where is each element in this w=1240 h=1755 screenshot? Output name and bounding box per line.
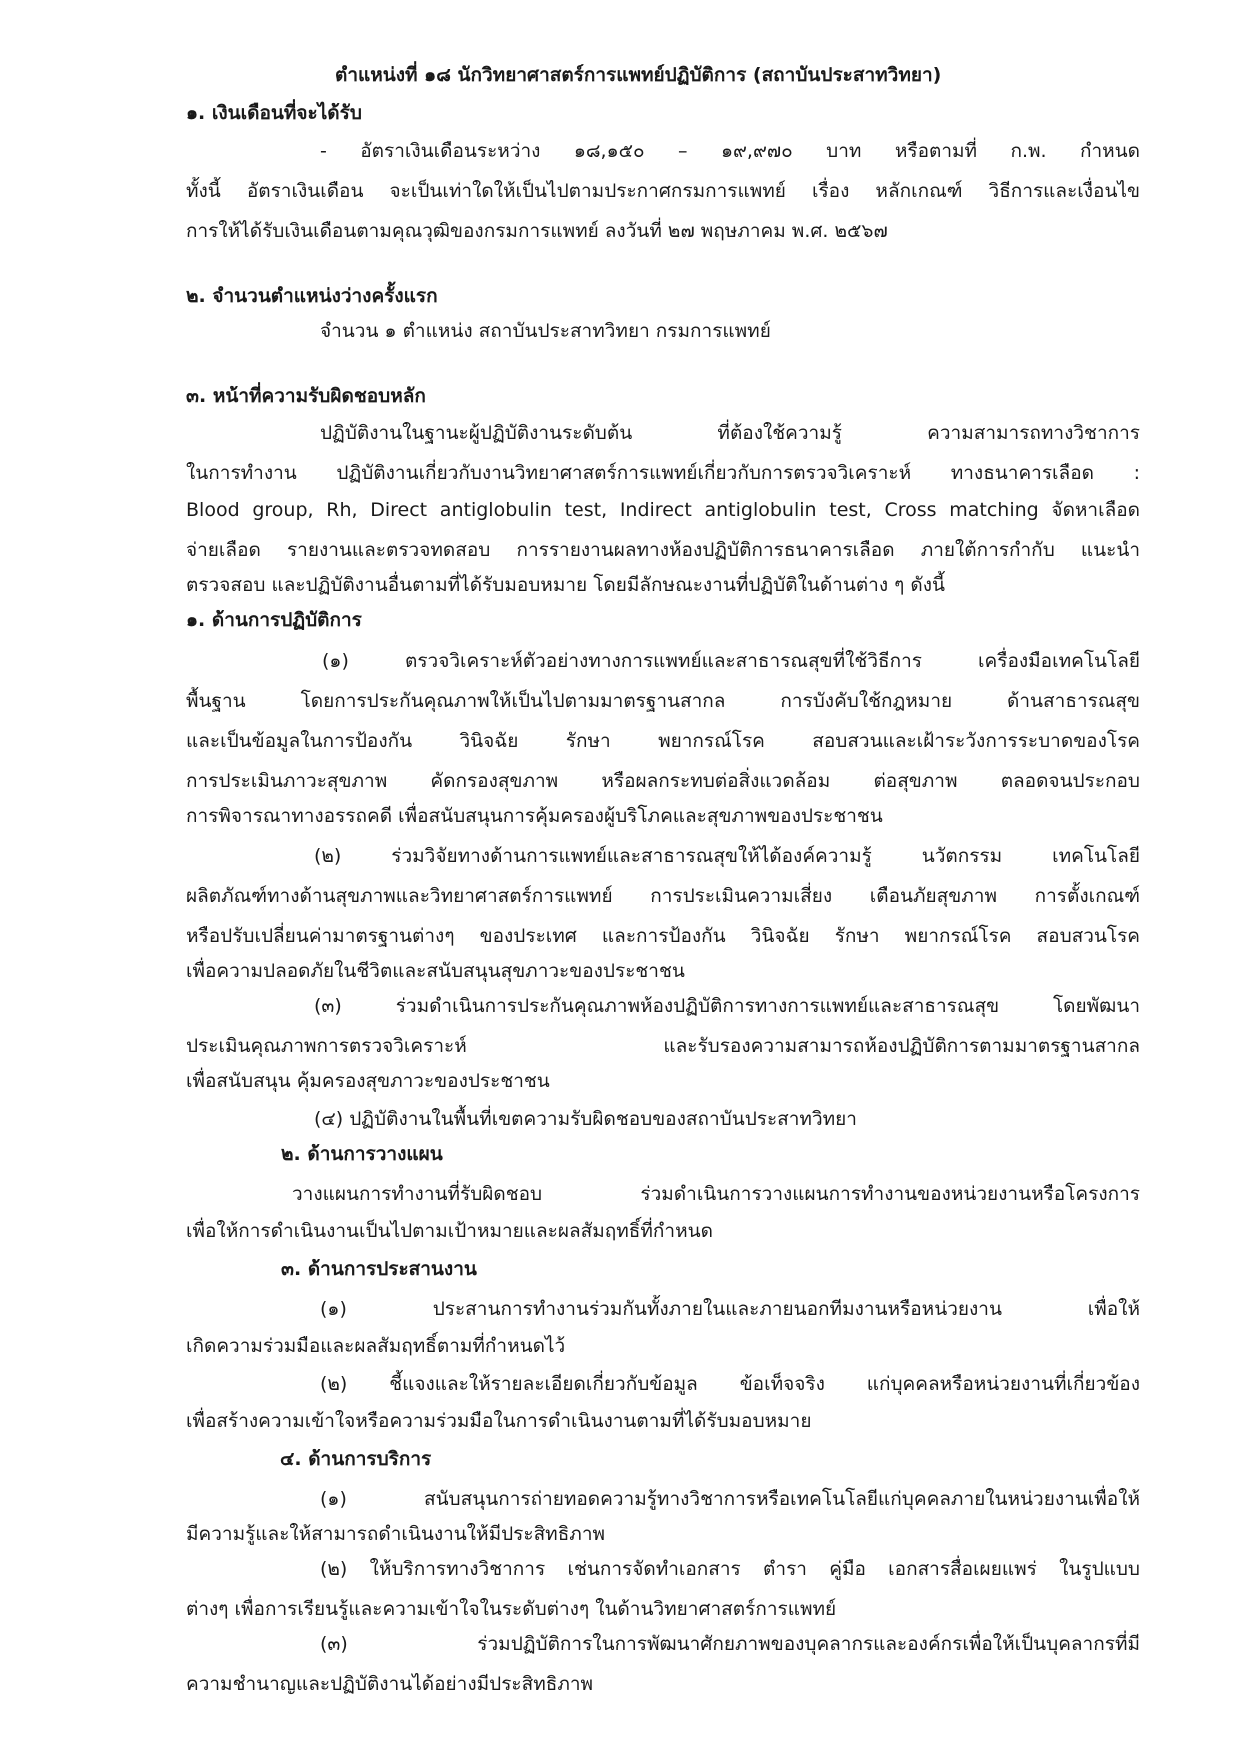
operations-item-3-line-3: เพื่อสนับสนุน คุ้มครองสุขภาวะของประชาชน	[186, 1070, 550, 1092]
service-heading: ๔. ด้านการบริการ	[280, 1448, 432, 1470]
planning-line-1: วางแผนการทำงานที่รับผิดชอบ ร่วมดำเนินการวางแผนการทำงานของหน่วยงานหรือโครงการ	[292, 1183, 1140, 1205]
service-item-3-line-2: ความชำนาญและปฏิบัติงานได้อย่างมีประสิทธิภาพ	[186, 1673, 594, 1695]
operations-item-2-line-4: เพื่อความปลอดภัยในชีวิตและสนับสนุนสุขภาวะของประชาชน	[186, 960, 685, 982]
document-title: ตำแหน่งที่ ๑๘ นักวิทยาศาสตร์การแพทย์ปฏิบัติการ (สถาบันประสาทวิทยา)	[335, 64, 942, 86]
service-item-2-line-2: ต่างๆ เพื่อการเรียนรู้และความเข้าใจในระดับต่างๆ ในด้านวิทยาศาสตร์การแพทย์	[186, 1598, 837, 1620]
operations-heading: ๑. ด้านการปฏิบัติการ	[186, 609, 362, 631]
operations-item-2-line-3: หรือปรับเปลี่ยนค่ามาตรฐานต่างๆ ของประเทศ และการป้องกัน วินิจฉัย รักษา พยากรณ์โรค สอบสวนโรค	[186, 925, 1140, 947]
operations-item-1-line-2: พื้นฐาน โดยการประกันคุณภาพให้เป็นไปตามมาตรฐานสากล การบังคับใช้กฎหมาย ด้านสาธารณสุข	[186, 690, 1140, 712]
vacancy-line: จำนวน ๑ ตำแหน่ง สถาบันประสาทวิทยา กรมการแพทย์	[320, 320, 771, 342]
coordination-item-1-line-2: เกิดความร่วมมือและผลสัมฤทธิ์ตามที่กำหนดไว้	[186, 1335, 566, 1357]
salary-line-3: การให้ได้รับเงินเดือนตามคุณวุฒิของกรมการแพทย์ ลงวันที่ ๒๗ พฤษภาคม พ.ศ. ๒๕๖๗	[186, 220, 888, 242]
planning-heading: ๒. ด้านการวางแผน	[281, 1143, 443, 1165]
service-item-3-line-1: (๓) ร่วมปฏิบัติการในการพัฒนาศักยภาพของบุคลากรและองค์กรเพื่อให้เป็นบุคลากรที่มี	[320, 1633, 1140, 1655]
duties-intro-3: Blood group, Rh, Direct antiglobulin test, Indirect antiglobulin test, Cross matching จัดหาเลือด	[186, 499, 1140, 521]
coordination-item-2-line-1: (๒) ชี้แจงและให้รายละเอียดเกี่ยวกับข้อมูล ข้อเท็จจริง แก่บุคคลหรือหน่วยงานที่เกี่ยวข้อง	[320, 1373, 1140, 1395]
operations-item-4: (๔) ปฏิบัติงานในพื้นที่เขตความรับผิดชอบของสถาบันประสาทวิทยา	[314, 1108, 857, 1130]
duties-intro-5: ตรวจสอบ และปฏิบัติงานอื่นตามที่ได้รับมอบหมาย โดยมีลักษณะงานที่ปฏิบัติในด้านต่าง ๆ ดังนี้	[186, 574, 946, 596]
coordination-item-2-line-2: เพื่อสร้างความเข้าใจหรือความร่วมมือในการดำเนินงานตามที่ได้รับมอบหมาย	[186, 1410, 812, 1432]
vacancy-heading: ๒. จำนวนตำแหน่งว่างครั้งแรก	[186, 285, 438, 307]
coordination-item-1-line-1: (๑) ประสานการทำงานร่วมกันทั้งภายในและภายนอกทีมงานหรือหน่วยงาน เพื่อให้	[320, 1298, 1140, 1320]
operations-item-1-line-4: การประเมินภาวะสุขภาพ คัดกรองสุขภาพ หรือผลกระทบต่อสิ่งแวดล้อม ต่อสุขภาพ ตลอดจนประกอบ	[186, 770, 1140, 792]
duties-heading: ๓. หน้าที่ความรับผิดชอบหลัก	[186, 385, 426, 407]
duties-intro-4: จ่ายเลือด รายงานและตรวจทดสอบ การรายงานผลทางห้องปฏิบัติการธนาคารเลือด ภายใต้การกำกับ แนะนำ	[186, 539, 1140, 561]
operations-item-3-line-2: ประเมินคุณภาพการตรวจวิเคราะห์ และรับรองความสามารถห้องปฏิบัติการตามมาตรฐานสากล	[186, 1035, 1140, 1057]
operations-item-1-line-3: และเป็นข้อมูลในการป้องกัน วินิจฉัย รักษา พยากรณ์โรค สอบสวนและเฝ้าระวังการระบาดของโรค	[186, 730, 1140, 752]
service-item-1-line-1: (๑) สนับสนุนการถ่ายทอดความรู้ทางวิชาการหรือเทคโนโลยีแก่บุคคลภายในหน่วยงานเพื่อให้	[320, 1488, 1140, 1510]
duties-intro-2: ในการทำงาน ปฏิบัติงานเกี่ยวกับงานวิทยาศาสตร์การแพทย์เกี่ยวกับการตรวจวิเคราะห์ ทางธนาคารเลือด :	[186, 462, 1140, 484]
service-item-2-line-1: (๒) ให้บริการทางวิชาการ เช่นการจัดทำเอกสาร ตำรา คู่มือ เอกสารสื่อเผยแพร่ ในรูปแบบ	[320, 1558, 1140, 1580]
salary-line-1: - อัตราเงินเดือนระหว่าง ๑๘,๑๕๐ – ๑๙,๙๗๐ บาท หรือตามที่ ก.พ. กำหนด	[320, 140, 1140, 162]
salary-line-2: ทั้งนี้ อัตราเงินเดือน จะเป็นเท่าใดให้เป็นไปตามประกาศกรมการแพทย์ เรื่อง หลักเกณฑ์ วิธีการและเงื่อนไข	[186, 180, 1140, 202]
service-item-1-line-2: มีความรู้และให้สามารถดำเนินงานให้มีประสิทธิภาพ	[186, 1523, 606, 1545]
operations-item-3-line-1: (๓) ร่วมดำเนินการประกันคุณภาพห้องปฏิบัติการทางการแพทย์และสาธารณสุข โดยพัฒนา	[314, 995, 1140, 1017]
planning-line-2: เพื่อให้การดำเนินงานเป็นไปตามเป้าหมายและผลสัมฤทธิ์ที่กำหนด	[186, 1220, 713, 1242]
operations-item-2-line-1: (๒) ร่วมวิจัยทางด้านการแพทย์และสาธารณสุขให้ได้องค์ความรู้ นวัตกรรม เทคโนโลยี	[314, 845, 1140, 867]
coordination-heading: ๓. ด้านการประสานงาน	[281, 1258, 477, 1280]
duties-intro-1: ปฏิบัติงานในฐานะผู้ปฏิบัติงานระดับต้น ที่ต้องใช้ความรู้ ความสามารถทางวิชาการ	[320, 422, 1140, 444]
salary-heading: ๑. เงินเดือนที่จะได้รับ	[186, 102, 362, 124]
operations-item-1-line-5: การพิจารณาทางอรรถคดี เพื่อสนับสนุนการคุ้มครองผู้บริโภคและสุขภาพของประชาชน	[186, 805, 883, 827]
operations-item-2-line-2: ผลิตภัณฑ์ทางด้านสุขภาพและวิทยาศาสตร์การแพทย์ การประเมินความเสี่ยง เตือนภัยสุขภาพ การตั้งเกณฑ์	[186, 885, 1140, 907]
operations-item-1-line-1: (๑) ตรวจวิเคราะห์ตัวอย่างทางการแพทย์และสาธารณสุขที่ใช้วิธีการ เครื่องมือเทคโนโลยี	[322, 650, 1140, 672]
